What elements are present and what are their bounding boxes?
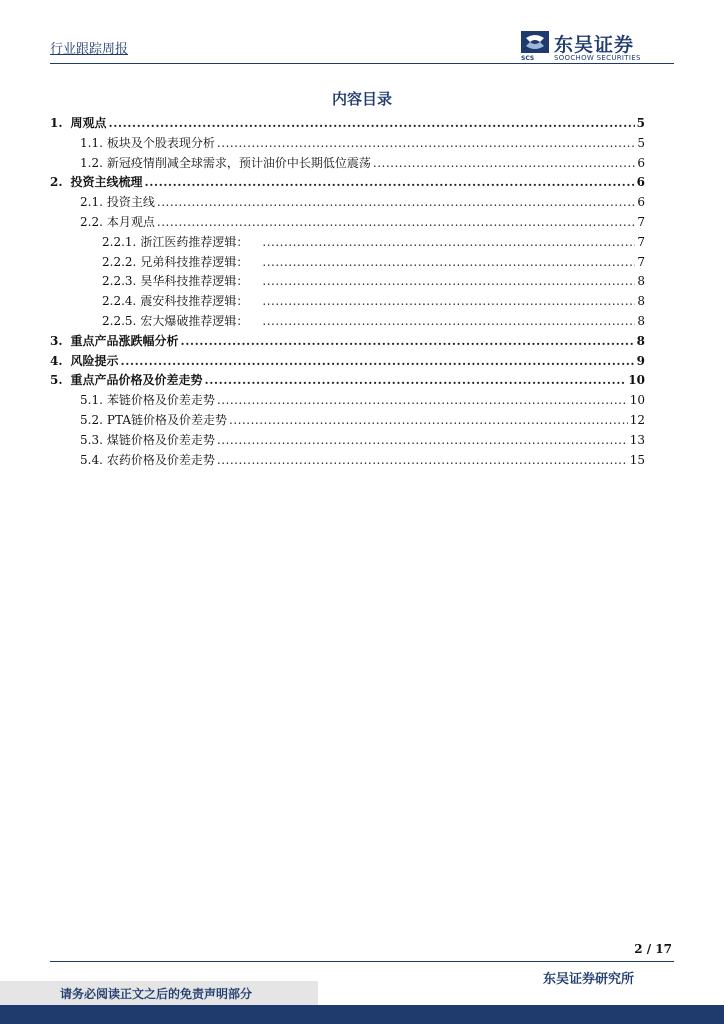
toc-entry-number: 2.2.3. — [102, 274, 137, 289]
toc-entry[interactable] — [50, 352, 645, 372]
toc-dot-leader — [217, 391, 628, 411]
toc-dot-leader — [157, 213, 635, 233]
toc-entry-page: 15 — [629, 452, 645, 467]
toc-entry-number: 4. — [50, 353, 63, 368]
toc-entry-title: PTA链价格及价差走势 — [106, 412, 227, 427]
logo-abbr: SCS — [521, 55, 535, 62]
toc-entry-title: 新冠疫情削减全球需求，预计油价中长期低位震荡 — [106, 155, 371, 170]
toc-entry-page: 6 — [636, 175, 645, 190]
toc-entry-page: 12 — [629, 412, 645, 427]
toc-entry-page: 10 — [628, 373, 645, 388]
toc-entry-title: 本月观点 — [106, 214, 155, 229]
toc-entry-title: 苯链价格及价差走势 — [106, 393, 215, 408]
toc-dot-leader — [262, 292, 635, 312]
toc-entry[interactable] — [50, 213, 645, 233]
footer-rule — [50, 961, 674, 962]
toc-entry-page: 8 — [636, 333, 645, 348]
footer-bar — [0, 1005, 724, 1024]
toc-entry-title: 板块及个股表现分析 — [106, 135, 215, 150]
toc-dot-leader — [217, 431, 628, 451]
toc-entry-number: 2.2.4. — [102, 294, 137, 309]
toc-dot-leader — [121, 352, 635, 372]
toc-entry[interactable] — [50, 312, 645, 332]
toc-entry[interactable] — [50, 332, 645, 352]
toc-entry-page: 7 — [637, 234, 645, 249]
report-type-header: 行业跟踪周报 — [50, 42, 129, 57]
research-institute: 东吴证券研究所 — [542, 972, 634, 987]
toc-dot-leader — [145, 173, 635, 193]
header-rule — [50, 63, 674, 64]
toc-entry[interactable] — [50, 272, 645, 292]
toc-entry[interactable] — [50, 391, 645, 411]
toc-entry-number: 3. — [50, 333, 63, 348]
toc-dot-leader — [217, 451, 628, 471]
toc-entry[interactable] — [50, 114, 645, 134]
toc-entry-number: 5.3. — [80, 432, 103, 447]
toc-entry-title: 重点产品涨跌幅分析 — [70, 333, 179, 348]
toc-entry-title: 投资主线 — [106, 195, 155, 210]
toc-entry-title: 震安科技推荐逻辑： — [140, 294, 249, 309]
toc-entry[interactable] — [50, 431, 645, 451]
toc-entry-number: 5.1. — [80, 393, 103, 408]
toc-entry-page: 7 — [637, 254, 645, 269]
toc-entry-page: 8 — [637, 294, 645, 309]
toc-entry[interactable] — [50, 154, 645, 174]
toc-entry[interactable] — [50, 292, 645, 312]
logo-name-cn: 东吴证券 — [554, 34, 635, 56]
disclaimer-note: 请务必阅读正文之后的免责声明部分 — [60, 987, 253, 1001]
toc-dot-leader — [262, 253, 635, 273]
toc-entry-page: 5 — [637, 135, 645, 150]
toc-entry[interactable] — [50, 134, 645, 154]
toc-entry[interactable] — [50, 193, 645, 213]
toc-entry-number: 2. — [50, 175, 63, 190]
toc-entry-title: 农药价格及价差走势 — [106, 452, 215, 467]
toc-entry-number: 1.2. — [80, 155, 103, 170]
toc-entry-title: 宏大爆破推荐逻辑： — [140, 313, 249, 328]
toc-entry-page: 7 — [637, 214, 645, 229]
toc-entry-number: 5.4. — [80, 452, 103, 467]
toc-entry-number: 2.1. — [80, 195, 103, 210]
toc-entry-title: 风险提示 — [70, 353, 119, 368]
toc-entry-page: 13 — [629, 432, 645, 447]
toc-entry[interactable] — [50, 411, 645, 431]
toc-entry-title: 煤链价格及价差走势 — [106, 432, 215, 447]
toc-dot-leader — [262, 272, 635, 292]
toc-dot-leader — [373, 154, 635, 174]
toc-dot-leader — [229, 411, 628, 431]
toc-entry[interactable] — [50, 371, 645, 391]
brand-logo — [520, 30, 670, 64]
toc-entry[interactable] — [50, 173, 645, 193]
toc-dot-leader — [217, 134, 635, 154]
toc-entry-title: 投资主线梳理 — [70, 175, 143, 190]
toc-entry-number: 1. — [50, 116, 63, 130]
toc-entry[interactable] — [50, 233, 645, 253]
toc-entry-title: 昊华科技推荐逻辑： — [140, 274, 249, 289]
toc-entry-page: 10 — [629, 393, 645, 408]
toc-entry-page: 8 — [637, 274, 645, 289]
toc-entry[interactable] — [50, 451, 645, 471]
logo-name-en: SOOCHOW SECURITIES — [554, 54, 641, 62]
toc-title: 内容目录 — [331, 90, 392, 108]
toc-dot-leader — [262, 312, 635, 332]
toc-entry-number: 1.1. — [80, 135, 103, 150]
toc-dot-leader — [109, 114, 635, 134]
toc-dot-leader — [157, 193, 635, 213]
table-of-contents — [50, 114, 645, 470]
toc-entry-page: 6 — [637, 155, 645, 170]
toc-dot-leader — [205, 371, 627, 391]
toc-entry-page: 5 — [636, 116, 645, 130]
page-number: 2 / 17 — [634, 942, 672, 956]
toc-entry-page: 8 — [637, 313, 645, 328]
toc-entry-number: 5. — [50, 373, 63, 388]
toc-entry-number: 2.2. — [80, 214, 103, 229]
toc-entry-title: 兄弟科技推荐逻辑： — [140, 254, 249, 269]
toc-entry-title: 浙江医药推荐逻辑： — [140, 234, 249, 249]
toc-entry-number: 5.2. — [80, 412, 103, 427]
toc-entry-title: 周观点 — [70, 116, 107, 130]
toc-entry-page: 9 — [636, 353, 645, 368]
toc-entry[interactable] — [50, 253, 645, 273]
toc-entry-number: 2.2.5. — [102, 313, 137, 328]
toc-entry-number: 2.2.1. — [102, 234, 137, 249]
toc-entry-number: 2.2.2. — [102, 254, 137, 269]
toc-dot-leader — [181, 332, 635, 352]
toc-entry-page: 6 — [637, 195, 645, 210]
toc-entry-title: 重点产品价格及价差走势 — [70, 373, 203, 388]
toc-dot-leader — [262, 233, 635, 253]
